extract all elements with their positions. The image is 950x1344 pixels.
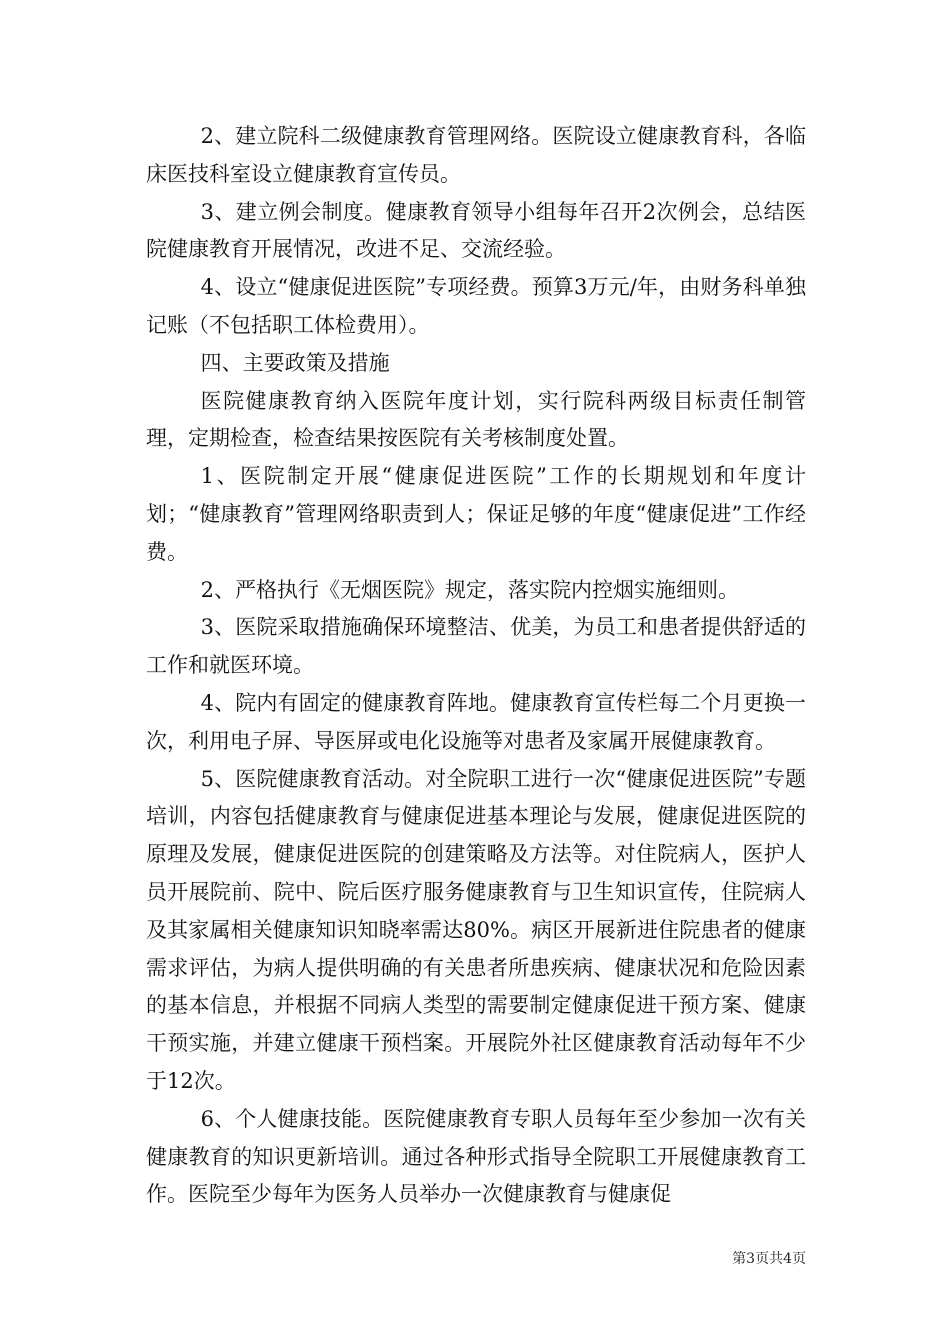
- page-number: 第3页共4页: [732, 1251, 806, 1267]
- paragraph-2-network: 2、建立院科二级健康教育管理网络。医院设立健康教育科，各临床医技科室设立健康教育宣传员。: [146, 124, 806, 186]
- section-heading-policies: 四、主要政策及措施: [200, 350, 390, 375]
- paragraph-5-activities: 5、医院健康教育活动。对全院职工进行一次“健康促进医院”专题培训，内容包括健康教育与健康促进基本理论与发展，健康促进医院的原理及发展，健康促进医院的创建策略及方法等。对住院病人，医护人员开展院前、院中、院后医疗服务健康教育与卫生知识宣传，住院病人及其家属相关健康知识知晓率需达80%。病区开展新进住院患者的健康需求评估，为病人提供明确的有关患者所患疾病、健康状况和危险因素的基本信息，并根据不同病人类型的需要制定健康促进干预方案、健康干预实施，并建立健康干预档案。开展院外社区健康教育活动每年不少于12次。: [146, 766, 806, 1093]
- paragraph-4-bulletin: 4、院内有固定的健康教育阵地。健康教育宣传栏每二个月更换一次，利用电子屏、导医屏或电化设施等对患者及家属开展健康教育。: [146, 690, 806, 753]
- paragraph-intro-policies: 医院健康教育纳入医院年度计划，实行院科两级目标责任制管理，定期检查，检查结果按医院有关考核制度处置。: [146, 388, 806, 451]
- paragraph-4-funding: 4、设立“健康促进医院”专项经费。预算3万元/年，由财务科单独记账（不包括职工体检费用）。: [146, 275, 806, 337]
- document-body: [146, 118, 806, 1214]
- paragraph-2-smoke-free: 2、严格执行《无烟医院》规定，落实院内控烟实施细则。: [200, 577, 739, 602]
- paragraph-3-environment: 3、医院采取措施确保环境整洁、优美，为员工和患者提供舒适的工作和就医环境。: [146, 615, 806, 678]
- paragraph-3-meeting: 3、建立例会制度。健康教育领导小组每年召开2次例会，总结医院健康教育开展情况，改进不足、交流经验。: [146, 199, 806, 262]
- paragraph-6-skills: 6、个人健康技能。医院健康教育专职人员每年至少参加一次有关健康教育的知识更新培训。通过各种形式指导全院职工开展健康教育工作。医院至少每年为医务人员举办一次健康教育与健康促: [146, 1106, 806, 1207]
- paragraph-1-planning: 1、医院制定开展“健康促进医院”工作的长期规划和年度计划；“健康教育”管理网络职责到人；保证足够的年度“健康促进”工作经费。: [146, 464, 806, 564]
